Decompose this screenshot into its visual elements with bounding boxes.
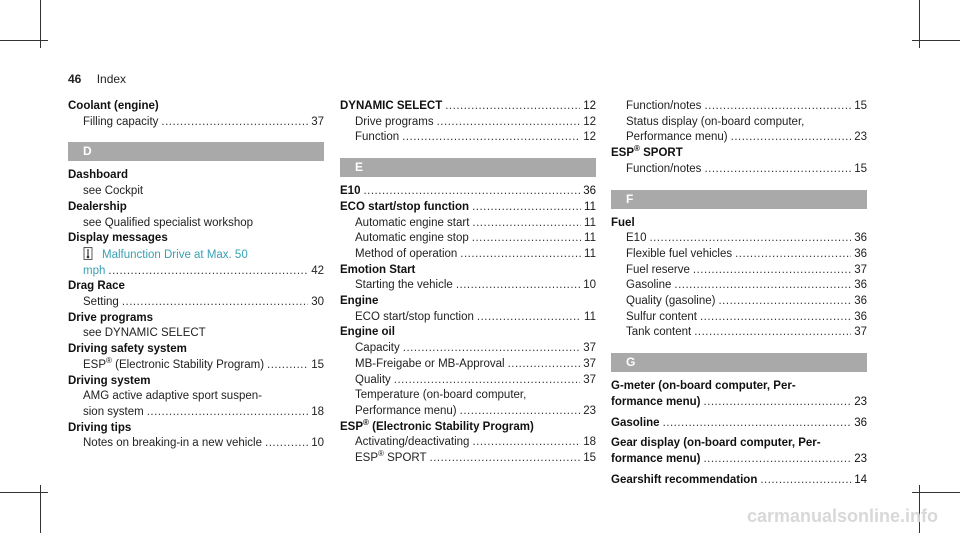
section-letter-d: D [68,142,324,161]
index-heading-entry[interactable]: E10 ..... 36 [340,184,596,200]
crop-mark [0,40,48,41]
index-heading: G-meter (on-board computer, Per- [611,380,796,393]
index-heading-entry[interactable]: ECO start/stop function ..... 11 [340,200,596,216]
index-entry[interactable]: Function ..... 12 [340,130,596,146]
index-entry[interactable]: Capacity ..... 37 [340,341,596,357]
index-heading-entry[interactable]: Gearshift recommendation ..... 14 [611,473,867,489]
thermometer-warning-icon [83,247,93,260]
index-entry[interactable]: ECO start/stop function ..... 11 [340,310,596,326]
index-heading-entry[interactable]: formance menu) ..... 23 [611,452,867,468]
see-reference[interactable]: see Qualified specialist workshop [83,216,254,229]
page-title: Index [96,72,127,86]
index-entry[interactable]: ESP® SPORT ..... 15 [340,451,596,467]
index-heading: Gear display (on-board computer, Per- [611,437,821,450]
index-heading: Fuel [611,216,635,229]
index-heading-entry[interactable]: DYNAMIC SELECT ..... 12 [340,99,596,115]
index-entry[interactable]: Performance menu) ..... 23 [611,130,867,146]
index-heading: Driving system [68,374,151,387]
index-heading: ESP® (Electronic Stability Program) [340,417,534,433]
index-heading: Drive programs [68,311,154,324]
index-entry[interactable]: ESP® (Electronic Stability Program) ..... 15 [68,358,324,374]
see-reference[interactable]: see DYNAMIC SELECT [83,327,206,340]
index-entry[interactable]: Notes on breaking-in a new vehicle ..... 10 [68,436,324,452]
page-header [68,72,126,86]
index-heading: Dealership [68,200,127,213]
index-entry-line[interactable]: Temperature (on-board computer, [355,389,527,402]
index-entry[interactable]: Sulfur content ..... 36 [611,310,867,326]
index-column-1 [68,99,324,452]
index-entry[interactable]: Drive programs ..... 12 [340,115,596,131]
index-entry[interactable]: Fuel reserve ..... 37 [611,263,867,279]
index-entry[interactable]: sion system ..... 18 [68,405,324,421]
index-entry[interactable]: Method of operation ..... 11 [340,247,596,263]
index-entry[interactable]: Gasoline ..... 36 [611,278,867,294]
index-entry[interactable]: Function/notes ..... 15 [611,162,867,178]
index-entry[interactable]: Performance menu) ..... 23 [340,404,596,420]
section-letter-g: G [611,353,867,372]
crop-mark [912,492,960,493]
index-entry[interactable]: MB-Freigabe or MB-Approval ..... 37 [340,357,596,373]
watermark: carmanualsonline.info [746,506,938,526]
crop-mark [912,40,960,41]
index-entry[interactable]: Flexible fuel vehicles ..... 36 [611,247,867,263]
index-entry[interactable]: E10 ..... 36 [611,231,867,247]
index-heading: Driving safety system [68,343,187,356]
index-column-2 [340,99,596,467]
index-entry-line[interactable]: Status display (on-board computer, [626,115,805,128]
section-letter-f: F [611,190,867,209]
section-letter-e: E [340,158,596,177]
display-message-link[interactable]: Malfunction Drive at Max. 50 [68,247,324,264]
index-heading: Display messages [68,232,168,245]
index-column-3 [611,99,867,488]
index-heading-entry[interactable]: Gasoline ..... 36 [611,416,867,432]
index-entry[interactable]: Filling capacity ..... 37 [68,115,324,131]
index-entry[interactable]: Starting the vehicle ..... 10 [340,278,596,294]
index-entry[interactable]: Quality ..... 37 [340,373,596,389]
index-heading: Dashboard [68,169,129,182]
index-entry[interactable]: Function/notes ..... 15 [611,99,867,115]
index-entry[interactable]: Automatic engine start ..... 11 [340,216,596,232]
index-heading: Engine [340,295,379,308]
see-reference[interactable]: see Cockpit [83,185,144,198]
index-heading: Driving tips [68,421,132,434]
index-entry[interactable]: Automatic engine stop ..... 11 [340,231,596,247]
index-entry[interactable]: Activating/deactivating ..... 18 [340,435,596,451]
index-entry[interactable]: Tank content ..... 37 [611,325,867,341]
page-number: 46 [68,72,82,86]
index-entry[interactable]: Quality (gasoline) ..... 36 [611,294,867,310]
index-heading: Coolant (engine) [68,100,159,112]
crop-mark [0,492,48,493]
index-entry[interactable]: Setting ..... 30 [68,295,324,311]
index-heading: Engine oil [340,326,395,339]
index-entry[interactable]: mph ..... 42 [68,264,324,280]
index-heading: Emotion Start [340,263,416,276]
index-entry-line[interactable]: AMG active adaptive sport suspen- [83,390,262,403]
index-heading: Drag Race [68,280,125,293]
index-heading-entry[interactable]: formance menu) ..... 23 [611,395,867,411]
index-heading: ESP® SPORT [611,144,683,160]
